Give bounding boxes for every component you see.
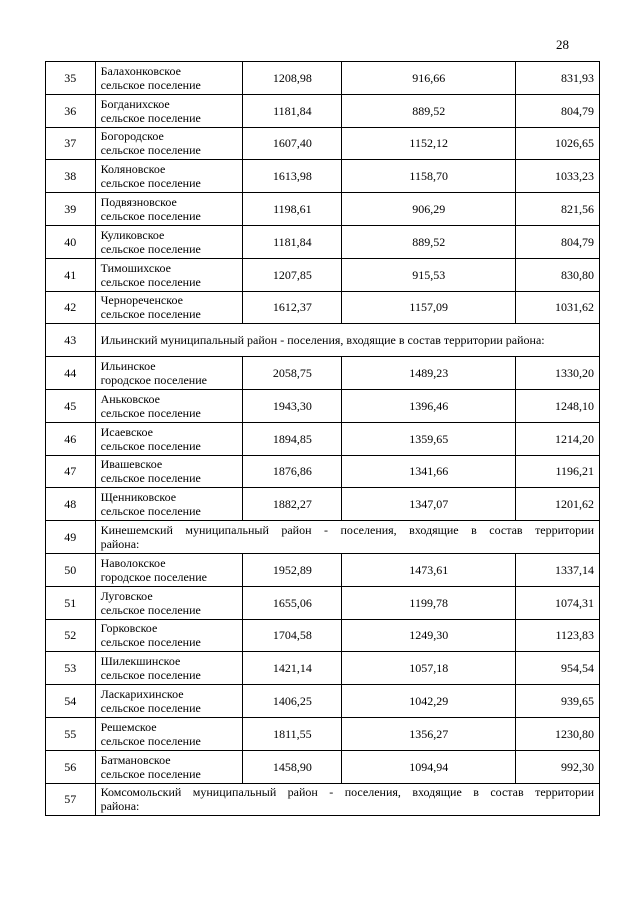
table-row [46, 488, 600, 521]
settlement-name [95, 553, 243, 586]
settlement-type-line: сельское поселение [100, 471, 201, 486]
settlement-name-line: Наволокское [100, 555, 166, 570]
value-col-1: 1704,58 [243, 619, 342, 652]
row-number: 35 [46, 62, 96, 95]
row-number: 51 [46, 586, 96, 619]
settlement-name-line: Балахонковское [100, 63, 181, 78]
settlement-name-line: Горковское [100, 621, 158, 636]
row-number: 48 [46, 488, 96, 521]
settlement-name [95, 750, 243, 783]
settlement-type-line: городское поселение [100, 569, 207, 584]
tariff-table [45, 61, 600, 816]
value-col-1: 1943,30 [243, 389, 342, 422]
value-col-1: 1421,14 [243, 652, 342, 685]
value-col-2: 1341,66 [342, 455, 516, 488]
settlement-type-line: сельское поселение [100, 110, 201, 125]
value-col-1: 1882,27 [243, 488, 342, 521]
value-col-1: 2058,75 [243, 357, 342, 390]
value-col-3: 1230,80 [516, 717, 600, 750]
settlement-name-line: Ильинское [100, 359, 156, 374]
district-title-line: района: [100, 799, 140, 814]
table-row [46, 389, 600, 422]
value-col-2: 889,52 [342, 225, 516, 258]
value-col-3: 1201,62 [516, 488, 600, 521]
settlement-type-line: сельское поселение [100, 668, 201, 683]
row-number: 55 [46, 717, 96, 750]
table-row [46, 685, 600, 718]
settlement-type-line: сельское поселение [100, 635, 201, 650]
value-col-3: 804,79 [516, 94, 600, 127]
value-col-2: 1157,09 [342, 291, 516, 324]
table-row [46, 193, 600, 226]
value-col-1: 1198,61 [243, 193, 342, 226]
row-number: 43 [46, 324, 96, 357]
value-col-3: 1196,21 [516, 455, 600, 488]
table-row [46, 160, 600, 193]
settlement-type-line: сельское поселение [100, 241, 201, 256]
value-col-2: 1356,27 [342, 717, 516, 750]
row-number: 41 [46, 258, 96, 291]
row-number: 47 [46, 455, 96, 488]
settlement-type-line: сельское поселение [100, 307, 201, 322]
row-number: 52 [46, 619, 96, 652]
table-row [46, 750, 600, 783]
value-col-1: 1181,84 [243, 225, 342, 258]
value-col-2: 1489,23 [342, 357, 516, 390]
value-col-3: 1214,20 [516, 422, 600, 455]
settlement-name [95, 717, 243, 750]
row-number: 54 [46, 685, 96, 718]
settlement-type-line: сельское поселение [100, 405, 201, 420]
settlement-name-line: Шилекшинское [100, 654, 181, 669]
value-col-2: 906,29 [342, 193, 516, 226]
table-row [46, 717, 600, 750]
value-col-2: 1249,30 [342, 619, 516, 652]
value-col-1: 1207,85 [243, 258, 342, 291]
settlement-name [95, 586, 243, 619]
settlement-name [95, 160, 243, 193]
settlement-name [95, 94, 243, 127]
settlement-type-line: сельское поселение [100, 176, 201, 191]
row-number: 37 [46, 127, 96, 160]
table-row [46, 62, 600, 95]
table-row [46, 225, 600, 258]
settlement-name-line: Ивашевское [100, 457, 163, 472]
district-header-row [46, 521, 600, 554]
settlement-name [95, 422, 243, 455]
settlement-name-line: Ласкарихинское [100, 687, 184, 702]
value-col-2: 915,53 [342, 258, 516, 291]
settlement-name-line: Куликовское [100, 227, 165, 242]
value-col-1: 1894,85 [243, 422, 342, 455]
settlement-name [95, 127, 243, 160]
value-col-1: 1811,55 [243, 717, 342, 750]
row-number: 44 [46, 357, 96, 390]
settlement-type-line: сельское поселение [100, 504, 201, 519]
value-col-1: 1655,06 [243, 586, 342, 619]
value-col-1: 1952,89 [243, 553, 342, 586]
table-row [46, 619, 600, 652]
row-number: 57 [46, 783, 96, 816]
value-col-2: 1057,18 [342, 652, 516, 685]
value-col-3: 1248,10 [516, 389, 600, 422]
value-col-3: 1074,31 [516, 586, 600, 619]
value-col-2: 916,66 [342, 62, 516, 95]
value-col-3: 1026,65 [516, 127, 600, 160]
table-row [46, 422, 600, 455]
row-number: 40 [46, 225, 96, 258]
value-col-1: 1406,25 [243, 685, 342, 718]
value-col-1: 1613,98 [243, 160, 342, 193]
table-row [46, 652, 600, 685]
settlement-name-line: Исаевское [100, 424, 153, 439]
value-col-2: 1199,78 [342, 586, 516, 619]
settlement-name-line: Батмановское [100, 752, 171, 767]
settlement-type-line: сельское поселение [100, 701, 201, 716]
settlement-name [95, 488, 243, 521]
table-body [46, 62, 600, 816]
row-number: 42 [46, 291, 96, 324]
row-number: 46 [46, 422, 96, 455]
value-col-1: 1208,98 [243, 62, 342, 95]
settlement-name [95, 193, 243, 226]
settlement-name-line: Щенниковское [100, 490, 177, 505]
settlement-name [95, 258, 243, 291]
value-col-3: 821,56 [516, 193, 600, 226]
value-col-1: 1612,37 [243, 291, 342, 324]
value-col-3: 939,65 [516, 685, 600, 718]
value-col-2: 1359,65 [342, 422, 516, 455]
settlement-name-line: Тимошихское [100, 260, 171, 275]
value-col-1: 1607,40 [243, 127, 342, 160]
settlement-name-line: Аньковское [100, 391, 160, 406]
settlement-name [95, 389, 243, 422]
table-row [46, 553, 600, 586]
settlement-name [95, 291, 243, 324]
settlement-name [95, 62, 243, 95]
settlement-name-line: Чернореченское [100, 293, 183, 308]
settlement-name-line: Подвязновское [100, 195, 177, 210]
district-title [95, 521, 599, 554]
settlement-name [95, 685, 243, 718]
value-col-2: 1347,07 [342, 488, 516, 521]
value-col-3: 831,93 [516, 62, 600, 95]
row-number: 56 [46, 750, 96, 783]
settlement-type-line: городское поселение [100, 373, 207, 388]
value-col-3: 1123,83 [516, 619, 600, 652]
value-col-2: 1094,94 [342, 750, 516, 783]
settlement-type-line: сельское поселение [100, 733, 201, 748]
district-title [95, 783, 599, 816]
settlement-name-line: Богородское [100, 129, 164, 144]
row-number: 39 [46, 193, 96, 226]
district-title-line: Комсомольский муниципальный район - поселения, входящие в состав территории [100, 785, 594, 800]
row-number: 38 [46, 160, 96, 193]
value-col-2: 1396,46 [342, 389, 516, 422]
settlement-name-line: Луговское [100, 588, 153, 603]
value-col-2: 889,52 [342, 94, 516, 127]
value-col-2: 1042,29 [342, 685, 516, 718]
value-col-3: 1337,14 [516, 553, 600, 586]
value-col-1: 1876,86 [243, 455, 342, 488]
settlement-name [95, 619, 243, 652]
district-header-row [46, 324, 600, 357]
settlement-type-line: сельское поселение [100, 438, 201, 453]
row-number: 53 [46, 652, 96, 685]
settlement-type-line: сельское поселение [100, 143, 201, 158]
district-title-line: Кинешемский муниципальный район - поселения, входящие в состав территории [100, 523, 594, 538]
value-col-1: 1458,90 [243, 750, 342, 783]
district-title-line: района: [100, 537, 140, 552]
value-col-3: 1031,62 [516, 291, 600, 324]
row-number: 36 [46, 94, 96, 127]
table-row [46, 127, 600, 160]
settlement-name-line: Решемское [100, 719, 157, 734]
district-title [95, 324, 599, 357]
settlement-type-line: сельское поселение [100, 766, 201, 781]
settlement-name [95, 225, 243, 258]
page-number: 28 [556, 37, 569, 52]
table-row [46, 455, 600, 488]
value-col-2: 1473,61 [342, 553, 516, 586]
settlement-name [95, 455, 243, 488]
settlement-type-line: сельское поселение [100, 274, 201, 289]
row-number: 45 [46, 389, 96, 422]
table-row [46, 357, 600, 390]
settlement-type-line: сельское поселение [100, 209, 201, 224]
table-row [46, 291, 600, 324]
row-number: 50 [46, 553, 96, 586]
row-number: 49 [46, 521, 96, 554]
settlement-type-line: сельское поселение [100, 77, 201, 92]
settlement-name [95, 652, 243, 685]
value-col-2: 1152,12 [342, 127, 516, 160]
settlement-name-line: Богданихское [100, 96, 170, 111]
value-col-3: 1033,23 [516, 160, 600, 193]
value-col-3: 954,54 [516, 652, 600, 685]
table-row [46, 94, 600, 127]
value-col-3: 830,80 [516, 258, 600, 291]
value-col-1: 1181,84 [243, 94, 342, 127]
settlement-type-line: сельское поселение [100, 602, 201, 617]
table-row [46, 258, 600, 291]
table-row [46, 586, 600, 619]
settlement-name-line: Коляновское [100, 162, 166, 177]
settlement-name [95, 357, 243, 390]
value-col-2: 1158,70 [342, 160, 516, 193]
district-header-row [46, 783, 600, 816]
value-col-3: 992,30 [516, 750, 600, 783]
value-col-3: 804,79 [516, 225, 600, 258]
district-title-line: Ильинский муниципальный район - поселения, входящие в состав территории района: [100, 333, 545, 348]
value-col-3: 1330,20 [516, 357, 600, 390]
